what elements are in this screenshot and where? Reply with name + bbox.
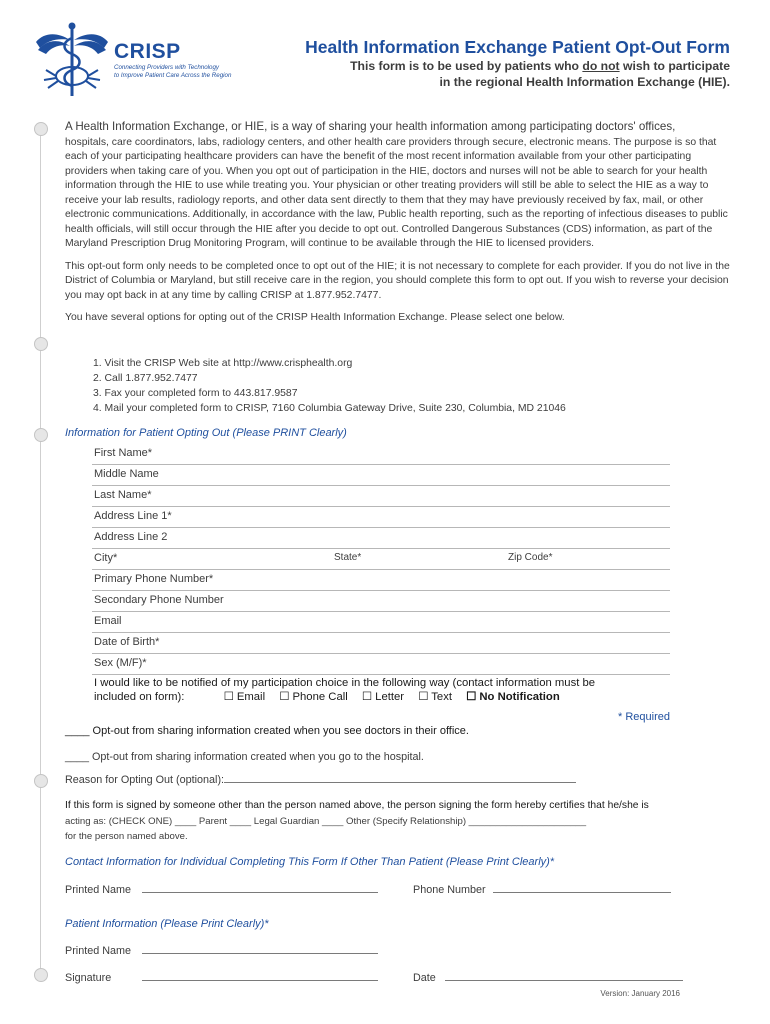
patient-printed-name-field[interactable] [65,945,378,957]
certification-line-2[interactable]: acting as: (CHECK ONE) ____ Parent ____ Legal Guardian ____ Other (Specify Relationship) ______________________ [65,815,587,827]
notification-preference [94,676,674,704]
intro-paragraph-3: You have several options for opting out of the CRISP Health Information Exchange. Please select one below. [65,312,565,323]
intro-body: hospitals, care coordinators, labs, radiology centers, and other health care providers through secure, electronic means. The purpose is so that each of your participating healthcare providers can have the benefit of the most recent information available from your other participating providers when taking care of you. When you opt out of participation in the HIE, doctors and nurses will not be able to search for your health information through the HIE to use while treating you. Your physician or other treating providers will still be able to select the HIE as a way to receive your lab results, radiology reports, and other data sent directly to them that they may have previously received by fax, mail, or other electronic communications. Additionally, in accordance with the law, Public health reporting, such as the reporting of infectious diseases to public health officials, will still occur through the HIE after you decide to opt out. Controlled Dangerous Substances (CDS) information, as part of the Maryland Prescription Drug Monitoring Program, will continue to be available through the HIE to licensed providers. [65,136,728,249]
reason-label: Reason for Opting Out (optional): [65,774,225,786]
first-name-field[interactable] [92,443,670,465]
optout-hospital-blank[interactable]: ____ [65,751,90,763]
contact-printed-name-field[interactable] [65,884,378,896]
binder-hole [34,774,48,788]
crisp-logo-wordmark: CRISP [114,40,181,63]
patient-printed-name-label: Printed Name [65,945,132,957]
intro-paragraph-2: This opt-out form only needs to be completed once to opt out of the HIE; it is not necessary to complete for each provider. If you do not live in the District of Columbia or Maryland, but still receive care in the region, you should complete this form to opt out. If you wish to reverse your decision you may opt back in at any time by calling CRISP at 1.877.952.7477. [65,260,730,301]
signature-line[interactable] [142,980,378,981]
contact-section-heading: Contact Information for Individual Completing This Form If Other Than Patient (Please Print Clearly)* [65,856,555,868]
option-item: 2. Call 1.877.952.7477 [93,373,198,384]
optout-doctors-choice[interactable] [65,725,469,737]
address-line-2-field[interactable] [92,527,670,549]
sex-label: Sex (M/F)* [94,657,147,669]
tagline-line-1: Connecting Providers with Technology [114,64,220,71]
patient-printed-name-line[interactable] [142,953,378,954]
version-label: Version: January 2016 [600,989,680,998]
notification-line-2 [94,690,674,704]
city-state-zip-field[interactable] [92,548,670,570]
date-field[interactable] [413,972,683,984]
binder-hole [34,122,48,136]
optout-hospital-text: Opt-out from sharing information created when you go to the hospital. [89,751,424,763]
subtitle-line-2: in the regional Health Information Exchange (HIE). [439,75,730,89]
form-subtitle [240,58,730,90]
intro-lead: A Health Information Exchange, or HIE, is a way of sharing your health information among participating doctors' offices, [65,120,676,133]
contact-phone-label: Phone Number [413,884,486,896]
option-item: 4. Mail your completed form to CRISP, 7160 Columbia Gateway Drive, Suite 230, Columbia, MD 21046 [93,403,566,414]
email-checkbox[interactable]: ☐ Email [223,691,266,703]
patient-info-heading: Patient Information (Please Print Clearly)* [65,918,269,930]
notification-line-1: I would like to be notified of my participation choice in the following way (contact information must be [94,677,596,689]
signature-label: Signature [65,972,112,984]
contact-printed-name-label: Printed Name [65,884,132,896]
optout-doctors-text: Opt-out from sharing information created when you see doctors in their office. [89,725,469,737]
address-line-1-field[interactable] [92,506,670,528]
contact-phone-field[interactable] [413,884,671,896]
tagline-line-2: to Improve Patient Care Across the Region [114,72,232,79]
notification-label: included on form): [94,691,185,703]
option-item: 3. Fax your completed form to 443.817.9587 [93,388,298,399]
text-checkbox[interactable]: ☐ Text [418,691,452,703]
required-note: * Required [618,711,670,723]
certification-text [65,798,735,845]
certification-line-3: for the person named above. [65,831,188,842]
crisp-logo-emblem [32,20,112,100]
secondary-phone-field[interactable] [92,590,670,612]
last-name-field[interactable] [92,485,670,507]
secondary-phone-label: Secondary Phone Number [94,594,224,606]
intro-text [65,120,730,332]
options-list [93,356,566,416]
binder-rail [40,130,41,980]
zip-code-label: Zip Code* [508,552,553,563]
reason-field[interactable] [65,774,576,786]
date-label: Date [413,972,436,984]
primary-phone-label: Primary Phone Number* [94,573,214,585]
address-line-2-label: Address Line 2 [94,531,168,543]
email-field[interactable] [92,611,670,633]
first-name-label: First Name* [94,447,153,459]
contact-phone-line[interactable] [493,892,671,893]
binder-hole [34,968,48,982]
address-line-1-label: Address Line 1* [94,510,172,522]
reason-blank-line[interactable] [224,782,576,783]
crisp-tagline [114,64,231,80]
phone-call-checkbox[interactable]: ☐ Phone Call [279,691,348,703]
date-of-birth-label: Date of Birth* [94,636,160,648]
subtitle-line-1: This form is to be used by patients who do not wish to participate [350,59,730,73]
optout-doctors-blank[interactable]: ____ [65,725,90,737]
optout-hospital-choice[interactable] [65,751,424,763]
binder-hole [34,428,48,442]
form-title: Health Information Exchange Patient Opt-Out Form [305,37,730,57]
binder-hole [34,337,48,351]
middle-name-field[interactable] [92,464,670,486]
sex-field[interactable] [92,653,670,675]
last-name-label: Last Name* [94,489,152,501]
date-of-birth-field[interactable] [92,632,670,654]
state-label: State* [334,552,362,563]
no-notification-checkbox[interactable]: ☐ No Notification [466,691,560,703]
option-item: 1. Visit the CRISP Web site at http://www.crisphealth.org [93,358,353,369]
middle-name-label: Middle Name [94,468,159,480]
patient-section-heading: Information for Patient Opting Out (Please PRINT Clearly) [65,427,347,439]
signature-field[interactable] [65,972,378,984]
primary-phone-field[interactable] [92,569,670,591]
date-line[interactable] [445,980,683,981]
certification-line-1: If this form is signed by someone other than the person named above, the person signing the form hereby certifies that he/she is [65,800,649,811]
letter-checkbox[interactable]: ☐ Letter [361,691,405,703]
contact-printed-name-line[interactable] [142,892,378,893]
email-label: Email [94,615,122,627]
city-label: City* [94,552,118,564]
